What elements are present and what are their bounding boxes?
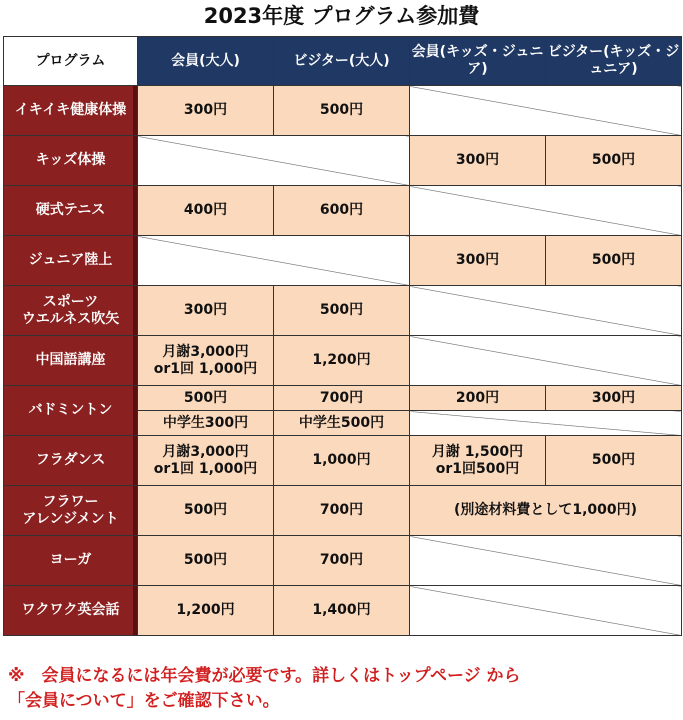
table-row [4,586,682,636]
footnote-line2: 「会員について」をご確認下さい。 [8,691,280,711]
program-name: ヨーガ [4,536,138,586]
table-row [4,486,682,536]
program-name: バドミントン [4,386,138,436]
program-name: ジュニア陸上 [4,236,138,286]
fee-visitor-adult: 500円 [274,286,410,336]
not-applicable-cell [410,286,682,336]
table-row [4,436,682,486]
program-name: キッズ体操 [4,136,138,186]
fee-line1: 月謝3,000円 [162,343,249,360]
not-applicable-cell [410,336,682,386]
fee-member-kids: 300円 [410,236,546,286]
program-name [4,286,138,336]
fee-visitor-kids: 500円 [546,136,682,186]
fee-visitor-adult: 700円 [274,536,410,586]
not-applicable-cell [410,86,682,136]
footnote-line1: ※ 会員になるには年会費が必要です。詳しくはトップページ から [8,666,521,686]
fee-member-adult [138,436,274,486]
header-member-kids: 会員(キッズ・ジュニア) [410,37,546,86]
fee-visitor-kids: 300円 [546,386,682,411]
fee-visitor-adult: 700円 [274,486,410,536]
fee-member-adult: 500円 [138,386,274,411]
fee-visitor-adult: 1,400円 [274,586,410,636]
table-row [4,236,682,286]
fee-visitor-adult: 1,000円 [274,436,410,486]
fee-visitor-adult: 1,200円 [274,336,410,386]
header-visitor-kids: ビジター(キッズ・ジュニア) [546,37,682,86]
page-title: 2023年度 プログラム参加費 [203,4,480,28]
fee-table [3,36,682,636]
fee-visitor-kids: 500円 [546,236,682,286]
not-applicable-cell [410,536,682,586]
fee-visitor-adult: 500円 [274,86,410,136]
not-applicable-cell [410,586,682,636]
header-visitor-adult: ビジター(大人) [274,37,410,86]
program-name-line1: スポーツ [42,293,99,310]
fee-member-adult: 300円 [138,86,274,136]
header-member-adult: 会員(大人) [138,37,274,86]
fee-line2: or1回500円 [435,460,520,477]
table-row [4,136,682,186]
fee-member-kids [410,436,546,486]
program-name-line1: フラワー [42,493,99,510]
program-name: ワクワク英会話 [4,586,138,636]
not-applicable-cell [138,236,410,286]
table-row [4,186,682,236]
program-name: 硬式テニス [4,186,138,236]
table-row [4,536,682,586]
fee-visitor-kids: 500円 [546,436,682,486]
not-applicable-cell [138,136,410,186]
program-name-line2: ウエルネス吹矢 [21,310,120,327]
program-name: フラダンス [4,436,138,486]
fee-member-adult: 1,200円 [138,586,274,636]
fee-member-kids: 300円 [410,136,546,186]
fee-member-adult: 500円 [138,536,274,586]
fee-visitor-adult: 700円 [274,386,410,411]
fee-line1: 月謝 1,500円 [431,443,524,460]
program-name: イキイキ健康体操 [4,86,138,136]
fee-member-adult [138,336,274,386]
fee-member-adult: 400円 [138,186,274,236]
fee-member-middle: 中学生300円 [138,411,274,436]
header-row [4,37,682,86]
fee-line2: or1回 1,000円 [153,360,258,377]
membership-footnote [8,664,678,714]
fee-member-adult: 500円 [138,486,274,536]
program-name-line2: アレンジメント [22,510,119,527]
not-applicable-cell [410,411,682,436]
fee-line2: or1回 1,000円 [153,460,258,477]
fee-member-kids: 200円 [410,386,546,411]
table-row [4,336,682,386]
program-name [4,486,138,536]
material-fee-note: (別途材料費として1,000円) [410,486,682,536]
table-row [4,286,682,336]
fee-visitor-adult: 600円 [274,186,410,236]
header-program: プログラム [4,37,138,86]
fee-member-adult: 300円 [138,286,274,336]
table-row [4,86,682,136]
fee-line1: 月謝3,000円 [162,443,249,460]
fee-visitor-middle: 中学生500円 [274,411,410,436]
table-row [4,386,682,411]
not-applicable-cell [410,186,682,236]
program-name: 中国語講座 [4,336,138,386]
